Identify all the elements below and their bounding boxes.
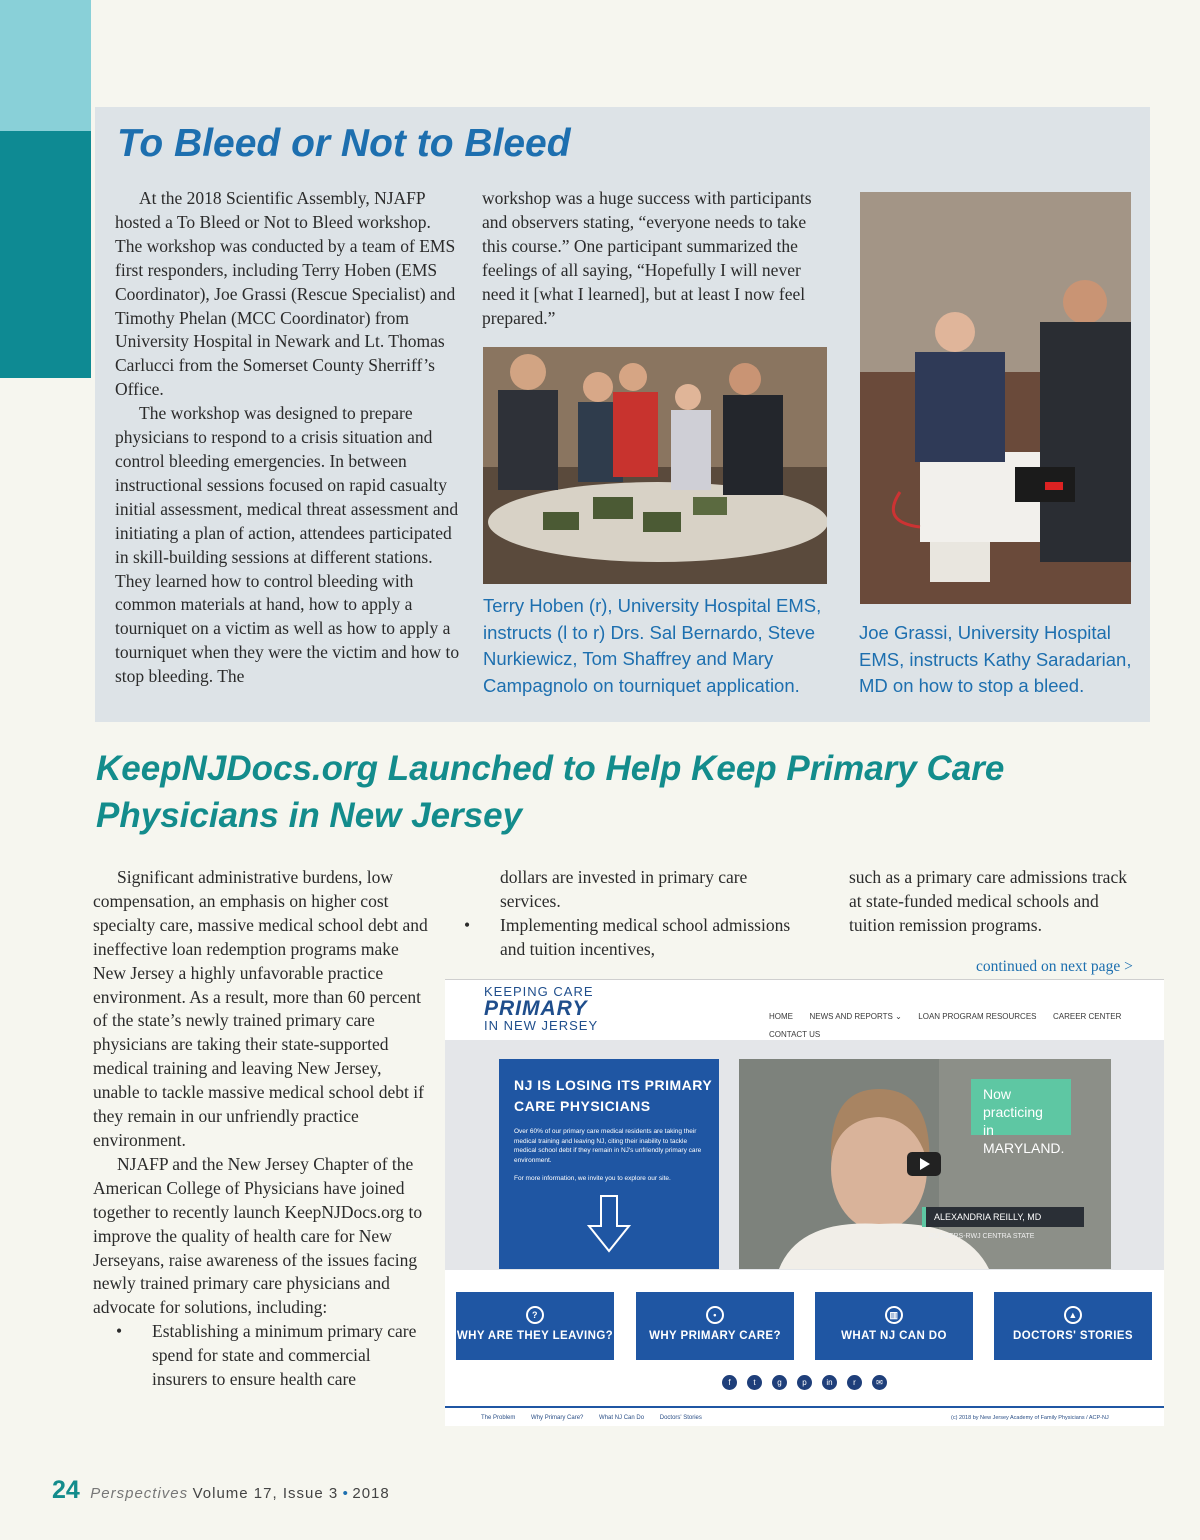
article2-title-line-2: Physicians in New Jersey — [96, 796, 523, 835]
site-footer — [445, 1406, 1164, 1426]
site-nav — [757, 1006, 1164, 1042]
google-plus-icon[interactable]: g — [772, 1375, 787, 1390]
nav-news[interactable]: NEWS AND REPORTS ⌄ — [809, 1012, 902, 1021]
publication-name: Perspectives — [90, 1485, 189, 1502]
article2-paragraph-2: NJAFP and the New Jersey Chapter of the American College of Physicians have joined together to recently launch KeepNJDocs.org to improve the quality of health care for New Jerseyans, raise awareness of the issues facing newly trained primary care physicians and advocate for solutions, including: — [93, 1153, 423, 1318]
article1-paragraph-2: The workshop was designed to prepare physicians to respond to a crisis situation and control bleeding emergencies. In between instructional sessions focused on rapid casualty initial assessment, medical threat assessment and initiating a plan of action, attendees participated in skill-building sessions at different stations. They learned how to control bleeding with common materials at hand, how to apply a tourniquet on a victim as well as how to apply a tourniquet when they were the victim and how to stop bleeding. The — [115, 403, 460, 687]
footer-link-why[interactable]: Why Primary Care? — [531, 1415, 584, 1421]
site-logo[interactable]: KEEPING CARE PRIMARY IN NEW JERSEY — [484, 984, 599, 1033]
play-icon — [920, 1158, 930, 1170]
decorative-bar-light — [0, 0, 91, 131]
footer-bullet: • — [342, 1485, 348, 1502]
list-item: • Establishing a minimum primary care spend for state and commercial insurers to ensure health care — [93, 1320, 428, 1392]
bullet-continuation: dollars are invested in primary care services. — [500, 867, 748, 911]
page-number: 24 — [52, 1476, 80, 1504]
decorative-bar-dark — [0, 131, 91, 378]
video-player[interactable] — [739, 1059, 1111, 1269]
building-icon: ▥ — [885, 1306, 903, 1324]
caption-2: Joe Grassi, University Hospital EMS, instructs Kathy Saradarian, MD on how to stop a bleed. — [859, 622, 1132, 697]
hero-panel-title: NJ IS LOSING ITS PRIMARY CARE PHYSICIANS — [514, 1077, 713, 1114]
video-name: ALEXANDRIA REILLY, MD — [922, 1207, 1084, 1227]
hero-panel — [499, 1059, 719, 1269]
video-affiliation: RUTGERS-RWJ CENTRA STATE — [929, 1233, 1035, 1240]
article2-bullet-list — [93, 1320, 428, 1392]
hero-panel-text: Over 60% of our primary care medical residents are taking their medical training and leaving NJ, citing their inability to tackle medical school debt if they remain in NJ's unfriendly primary care environment. — [514, 1128, 702, 1164]
article2-title — [96, 745, 1004, 839]
tile-doctors-stories[interactable]: ▲ DOCTORS' STORIES — [994, 1292, 1152, 1360]
nav-career[interactable]: CAREER CENTER — [1052, 1012, 1122, 1021]
nav-home[interactable]: HOME — [769, 1012, 793, 1021]
page-footer — [52, 1476, 390, 1505]
facebook-icon[interactable]: f — [722, 1375, 737, 1390]
list-item: • Implementing medical school admissions and tuition incentives, — [441, 914, 796, 962]
photo-bleed-demo — [860, 192, 1131, 604]
article2-column-3 — [849, 866, 1139, 938]
article1-paragraph-3: workshop was a huge success with participants and observers stating, “everyone needs to take this course.” One participant summarized the feelings of all saying, “Hopefully I will never need it [what I learned], but at least I now feel prepared.” — [482, 188, 812, 328]
email-icon[interactable]: ✉ — [872, 1375, 887, 1390]
arrow-down-icon — [587, 1194, 631, 1254]
play-button[interactable] — [907, 1152, 941, 1176]
article1-title: To Bleed or Not to Bleed — [117, 122, 571, 165]
tile-why-primary[interactable]: • WHY PRIMARY CARE? — [636, 1292, 794, 1360]
graduation-cap-icon: ▲ — [1064, 1306, 1082, 1324]
photo-tourniquet-group — [483, 347, 827, 584]
article2-paragraph-3: such as a primary care admissions track at state-funded medical schools and tuition remission programs. — [849, 867, 1127, 935]
footer-links — [481, 1415, 716, 1421]
footer-link-problem[interactable]: The Problem — [481, 1415, 516, 1421]
question-icon: ? — [526, 1306, 544, 1324]
caption-1: Terry Hoben (r), University Hospital EMS, instructs (l to r) Drs. Sal Bernardo, Steve Nurkiewicz, Tom Shaffrey and Mary Campagnolo on tourniquet application. — [483, 595, 822, 697]
tile-why-leaving[interactable]: ? WHY ARE THEY LEAVING? — [456, 1292, 614, 1360]
continued-link[interactable]: continued on next page > — [976, 958, 1133, 975]
footer-link-what[interactable]: What NJ Can Do — [599, 1415, 645, 1421]
reddit-icon[interactable]: r — [847, 1375, 862, 1390]
article2-column-2 — [441, 866, 796, 962]
article1-column-1 — [115, 187, 461, 689]
article2-title-line-1: KeepNJDocs.org Launched to Help Keep Primary Care — [96, 749, 1005, 788]
article2-bullet-list-2 — [441, 914, 796, 962]
pinterest-icon[interactable]: p — [797, 1375, 812, 1390]
nav-loan[interactable]: LOAN PROGRAM RESOURCES — [918, 1012, 1037, 1021]
social-icons — [717, 1372, 892, 1390]
article1-paragraph-1: At the 2018 Scientific Assembly, NJAFP hosted a To Bleed or Not to Bleed workshop. The workshop was conducted by a team of EMS first responders, including Terry Hoben (EMS Coordinator), Joe Grassi (Rescue Specialist) and Timothy Phelan (MCC Coordinator) from University Hospital in Newark and Lt. Thomas Carlucci from the Somerset County Sherriff’s Office. — [115, 188, 456, 400]
issue-info: Volume 17, Issue 3 — [192, 1485, 339, 1502]
twitter-icon[interactable]: t — [747, 1375, 762, 1390]
tile-what-nj[interactable]: ▥ WHAT NJ CAN DO — [815, 1292, 973, 1360]
doctor-icon: • — [706, 1306, 724, 1324]
nav-contact[interactable]: CONTACT US — [769, 1030, 821, 1039]
video-banner: Now practicing in MARYLAND. — [971, 1079, 1071, 1135]
article2-column-1 — [93, 866, 428, 1392]
website-screenshot — [445, 979, 1164, 1426]
issue-year: 2018 — [352, 1485, 390, 1502]
footer-link-stories[interactable]: Doctors' Stories — [659, 1415, 702, 1421]
hero-panel-more: For more information, we invite you to explore our site. — [514, 1175, 671, 1182]
article2-paragraph-1: Significant administrative burdens, low compensation, an emphasis on higher cost specialty care, massive medical school debt and ineffective loan redemption programs make New Jersey a highly unfavorable practice environment. As a result, more than 60 percent of the state’s newly trained primary care physicians are taking their state-supported medical training and leaving New Jersey, unable to tackle massive medical school debt if they remain in our unfriendly practice environment. — [93, 867, 428, 1150]
linkedin-icon[interactable]: in — [822, 1375, 837, 1390]
copyright: (c) 2018 by New Jersey Academy of Family Physicians / ACP-NJ — [951, 1415, 1109, 1421]
article1-column-2 — [482, 187, 828, 330]
